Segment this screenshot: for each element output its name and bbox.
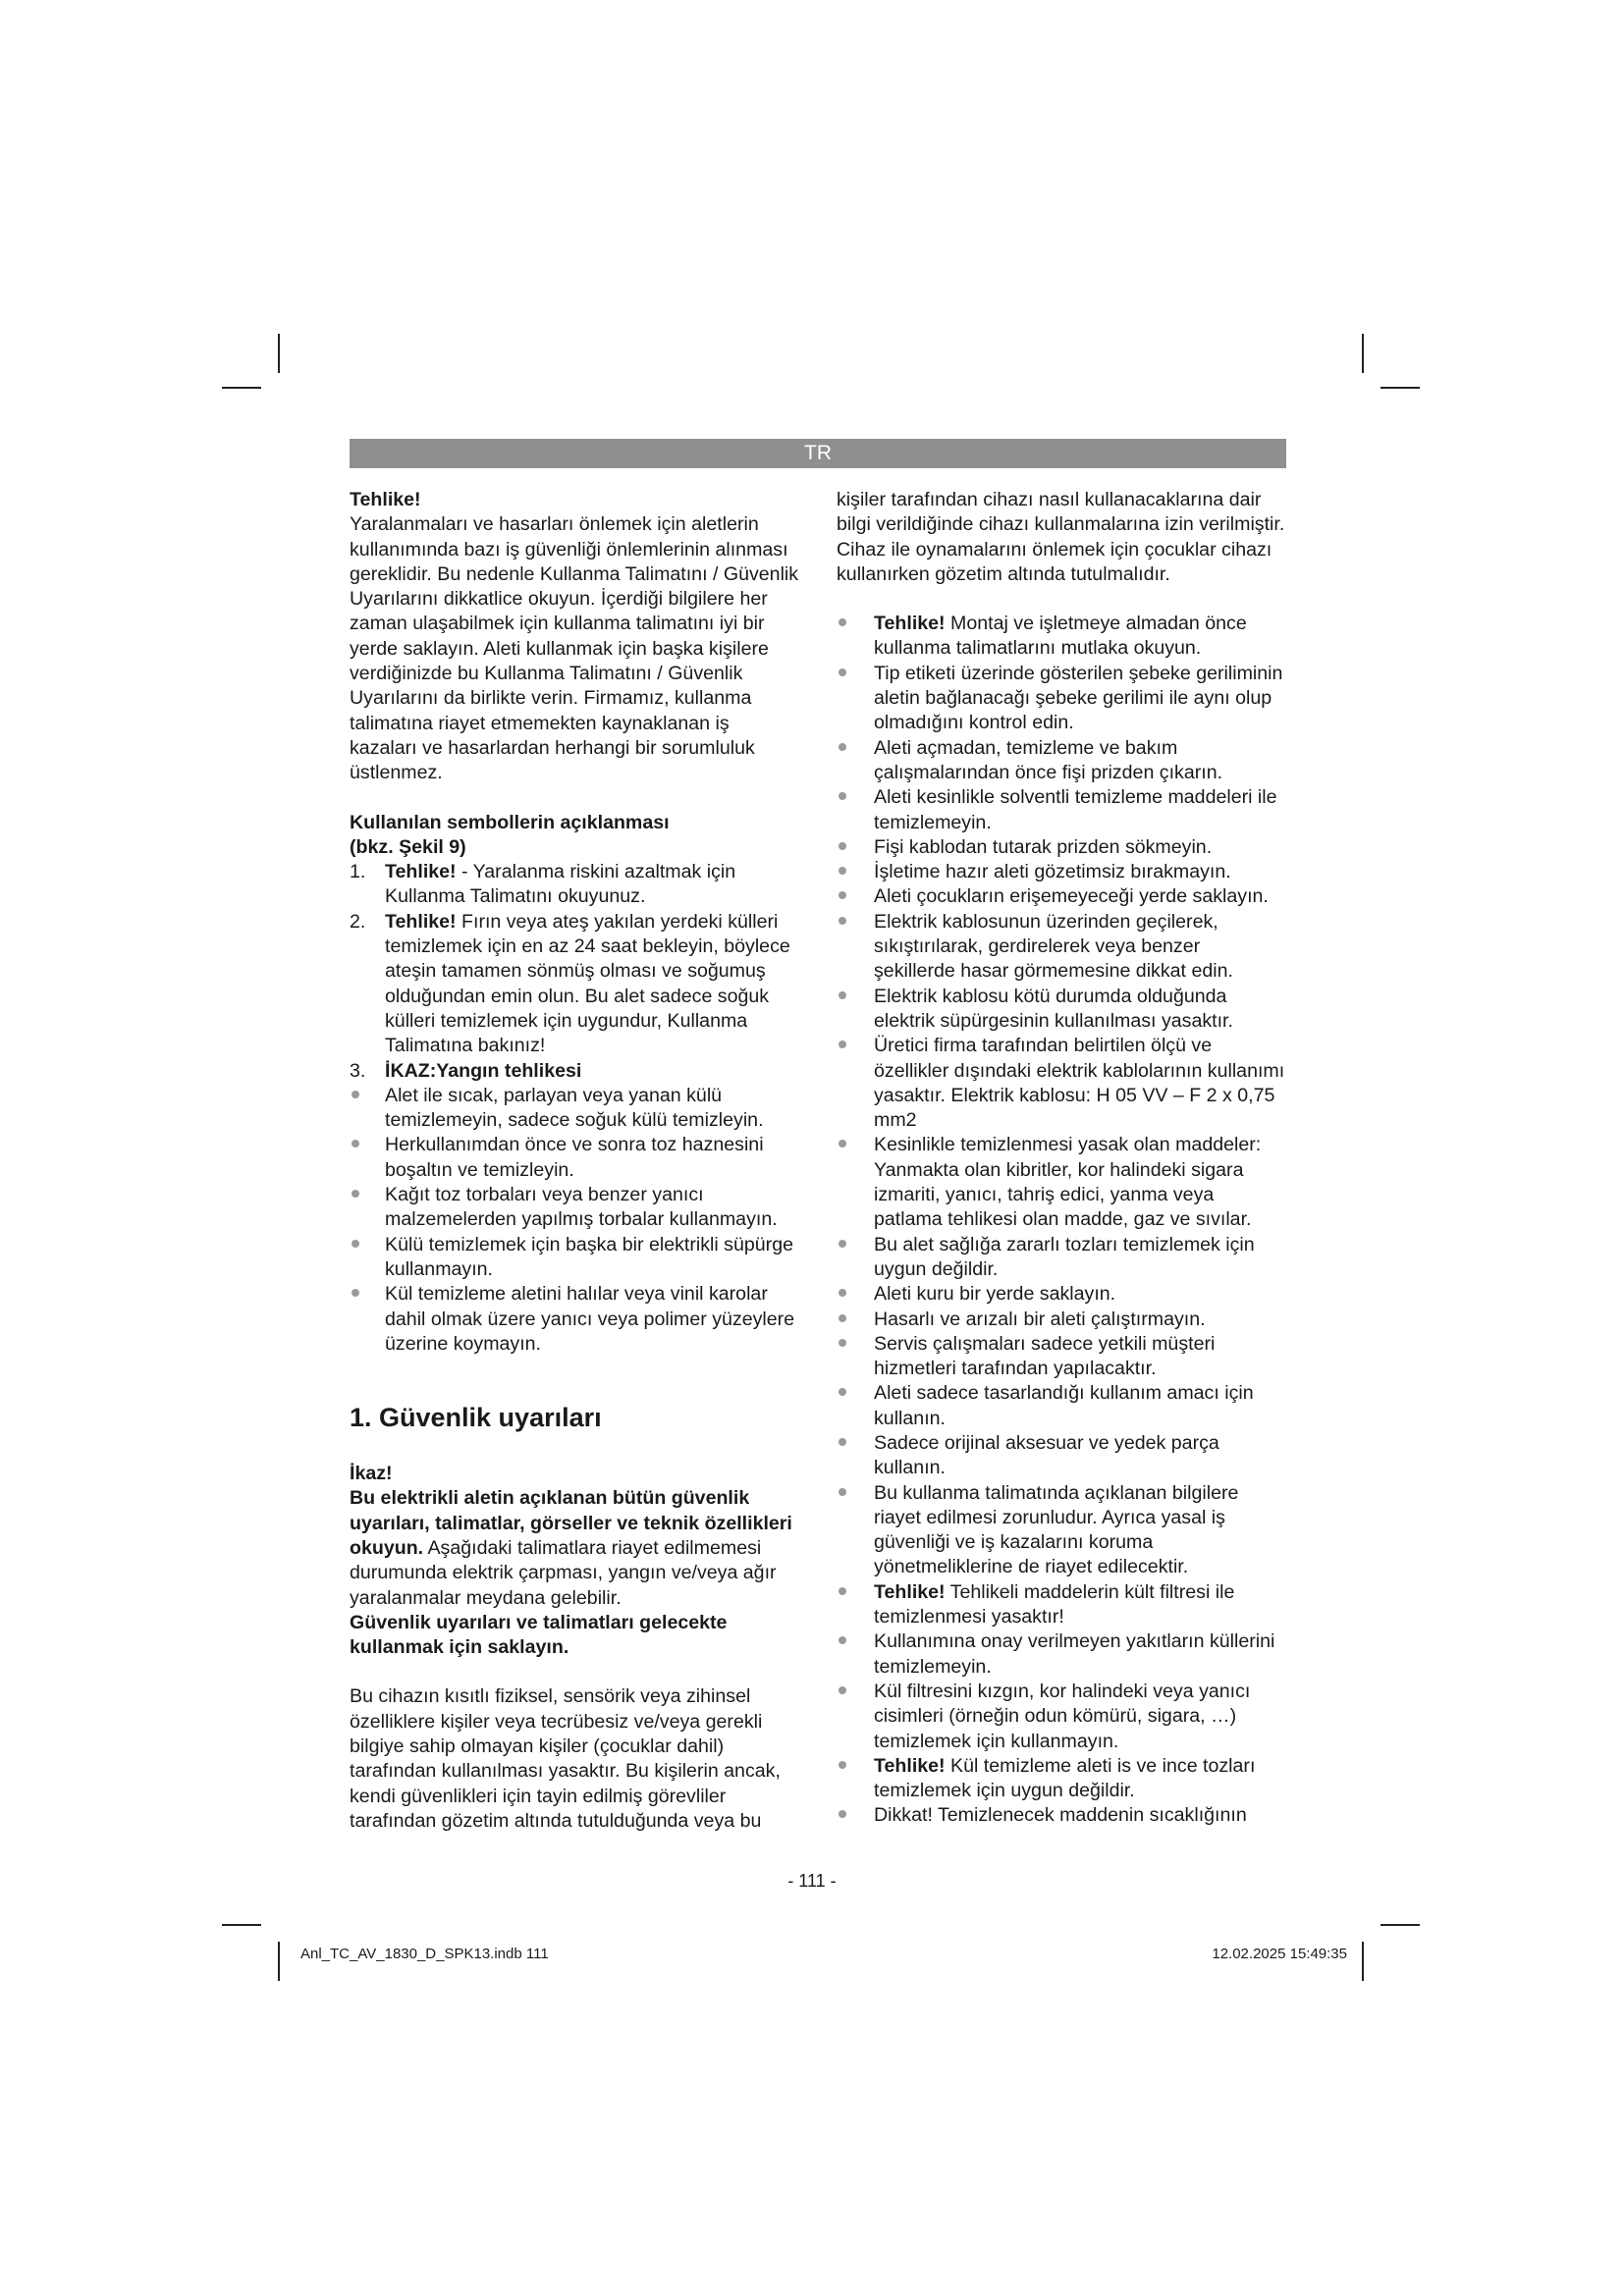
- list-item: Aleti kesinlikle solventli temizleme maddeleri ile temizlemeyin.: [837, 785, 1286, 835]
- section-title: 1. Güvenlik uyarıları: [350, 1403, 602, 1433]
- list-item: Sadece orijinal aksesuar ve yedek parça kullanın.: [837, 1431, 1286, 1481]
- crop-mark: [1380, 1924, 1420, 1926]
- list-item: Bu alet sağlığa zararlı tozları temizlemek için uygun değildir.: [837, 1233, 1286, 1283]
- list-item: Kül temizleme aletini halılar veya vinil karolar dahil olmak üzere yanıcı veya polimer yüzeylere üzerine koymayın.: [350, 1282, 801, 1357]
- language-bar: TR: [350, 439, 1286, 468]
- list-item: Külü temizlemek için başka bir elektrikli süpürge kullanmayın.: [350, 1233, 801, 1283]
- list-item: Tehlike! Montaj ve işletmeye almadan önce kullanma talimatlarını mutlaka okuyun.: [837, 612, 1286, 662]
- list-item: 3. İKAZ:Yangın tehlikesi: [350, 1059, 582, 1082]
- list-item: Aleti kuru bir yerde saklayın.: [837, 1282, 1286, 1307]
- right-column: [837, 488, 1286, 1829]
- crop-mark: [1380, 387, 1420, 389]
- crop-mark: [222, 1924, 261, 1926]
- list-item: 1. Tehlike! - Yaralanma riskini azaltmak için Kullanma Talimatını okuyunuz.: [350, 861, 736, 908]
- list-item: Fişi kablodan tutarak prizden sökmeyin.: [837, 835, 1286, 860]
- warning-title: Tehlike!: [350, 489, 421, 510]
- list-item: Aleti sadece tasarlandığı kullanım amacı için kullanın.: [837, 1381, 1286, 1431]
- crop-mark: [1362, 1942, 1364, 1981]
- list-item: Kağıt toz torbaları veya benzer yanıcı malzemelerden yapılmış torbalar kullanmayın.: [350, 1183, 801, 1233]
- list-item: Tehlike! Tehlikeli maddelerin kült filtresi ile temizlenmesi yasaktır!: [837, 1580, 1286, 1630]
- file-slug: Anl_TC_AV_1830_D_SPK13.indb 111: [300, 1946, 549, 1962]
- list-item: Aleti çocukların erişemeyeceği yerde saklayın.: [837, 884, 1286, 909]
- list-item: Servis çalışmaları sadece yetkili müşteri hizmetleri tarafından yapılacaktır.: [837, 1332, 1286, 1382]
- list-item: Kesinlikle temizlenmesi yasak olan maddeler: Yanmakta olan kibritler, kor halindeki sigara izmariti, yanıcı, tahriş edici, yanma veya patlama tehlikesi olan madde, gaz ve sıvılar.: [837, 1133, 1286, 1232]
- crop-mark: [1362, 334, 1364, 373]
- list-item: Elektrik kablosu kötü durumda olduğunda elektrik süpürgesinin kullanılması yasaktır.: [837, 985, 1286, 1035]
- list-item: Bu kullanma talimatında açıklanan bilgilere riayet edilmesi zorunludur. Ayrıca yasal iş güvenliği ve iş kazalarını koruma yönetmeliklerine de riayet edilecektir.: [837, 1481, 1286, 1580]
- list-item: Üretici firma tarafından belirtilen ölçü ve özellikler dışındaki elektrik kablolarının kullanımı yasaktır. Elektrik kablosu: H 05 VV – F 2 x 0,75 mm2: [837, 1034, 1286, 1133]
- list-item: Kül filtresini kızgın, kor halindeki veya yanıcı cisimleri (örneğin odun kömürü, sigara, …) temizlemek için kullanmayın.: [837, 1680, 1286, 1754]
- page-number: - 111 -: [787, 1871, 837, 1891]
- list-item: Tehlike! Kül temizleme aleti is ve ince tozları temizlemek için uygun değildir.: [837, 1754, 1286, 1804]
- symbols-list: [350, 860, 801, 1084]
- list-item: 2. Tehlike! Fırın veya ateş yakılan yerdeki külleri temizlemek için en az 24 saat bekleyin, böylece ateşin tamamen sönmüş olması ve soğumuş olduğundan emin olun. Bu alet sadece soğuk külleri temizlemek için uygundur, Kullanma Talimatına bakınız!: [350, 910, 790, 1057]
- ikaz-paragraph: Bu elektrikli aletin açıklanan bütün güvenlik uyarıları, talimatlar, görseller ve teknik özellikleri okuyun. Aşağıdaki talimatlara riayet edilmemesi durumunda elektrik çarpması, yangın ve/veya ağır yaralanmalar meydana gelebilir.: [350, 1487, 792, 1609]
- list-item: Hasarlı ve arızalı bir aleti çalıştırmayın.: [837, 1308, 1286, 1332]
- left-column: [350, 488, 801, 1834]
- symbols-heading-ref: (bkz. Şekil 9): [350, 835, 466, 858]
- ikaz-label: İkaz!: [350, 1463, 393, 1485]
- safety-list: [837, 612, 1286, 1829]
- crop-mark: [278, 334, 280, 373]
- list-item: Kullanımına onay verilmeyen yakıtların küllerini temizlemeyin.: [837, 1629, 1286, 1680]
- crop-mark: [222, 387, 261, 389]
- list-item: Tip etiketi üzerinde gösterilen şebeke geriliminin aletin bağlanacağı şebeke gerilimi ile aynı olup olmadığını kontrol edin.: [837, 662, 1286, 736]
- keep-instructions: Güvenlik uyarıları ve talimatları gelecekte kullanmak için saklayın.: [350, 1611, 728, 1659]
- fire-hazard-list: [350, 1084, 801, 1357]
- list-item: Herkullanımdan önce ve sonra toz haznesini boşaltın ve temizleyin.: [350, 1133, 801, 1183]
- continued-paragraph: kişiler tarafından cihazı nasıl kullanacaklarına dair bilgi verildiğinde cihazı kullanmalarına izin verilmiştir. Cihaz ile oynamalarını önlemek için çocuklar cihazı kullanırken gözetim altında tutulmalıdır.: [837, 489, 1285, 585]
- list-item: Alet ile sıcak, parlayan veya yanan külü temizlemeyin, sadece soğuk külü temizleyin.: [350, 1084, 801, 1134]
- list-item: Aleti açmadan, temizleme ve bakım çalışmalarından önce fişi prizden çıkarın.: [837, 736, 1286, 786]
- list-item: Elektrik kablosunun üzerinden geçilerek, sıkıştırılarak, gerdirelerek veya benzer şekillerde hasar görmemesine dikkat edin.: [837, 910, 1286, 985]
- list-item: Dikkat! Temizlenecek maddenin sıcaklığının: [837, 1803, 1286, 1828]
- warning-paragraph: Yaralanmaları ve hasarları önlemek için aletlerin kullanımında bazı iş güvenliği önlemlerinin alınması gereklidir. Bu nedenle Kullanma Talimatını / Güvenlik Uyarılarını dikkatlice okuyun. İçerdiği bilgilere her zaman ulaşabilmek için kullanma talimatını iyi bir yerde saklayın. Aleti kullanmak için başka kişilere verdiğinizde bu Kullanma Talimatını / Güvenlik Uyarılarını da birlikte verin. Firmamız, kullanma talimatına riayet etmemekten kaynaklanan iş kazaları ve hasarlardan herhangi bir sorumluluk üstlenmez.: [350, 513, 799, 784]
- symbols-heading: Kullanılan sembollerin açıklanması: [350, 811, 670, 833]
- children-paragraph: Bu cihazın kısıtlı fiziksel, sensörik veya zihinsel özelliklere kişiler veya tecrübesiz ve/veya gerekli bilgiye sahip olmayan kişiler (çocuklar dahil) tarafından kullanılması yasaktır. Bu kişilerin ancak, kendi güvenlikleri için tayin edilmiş görevliler tarafından gözetim altında tutulduğunda veya bu: [350, 1685, 781, 1832]
- list-item: İşletime hazır aleti gözetimsiz bırakmayın.: [837, 860, 1286, 884]
- print-timestamp: 12.02.2025 15:49:35: [1212, 1946, 1347, 1962]
- crop-mark: [278, 1942, 280, 1981]
